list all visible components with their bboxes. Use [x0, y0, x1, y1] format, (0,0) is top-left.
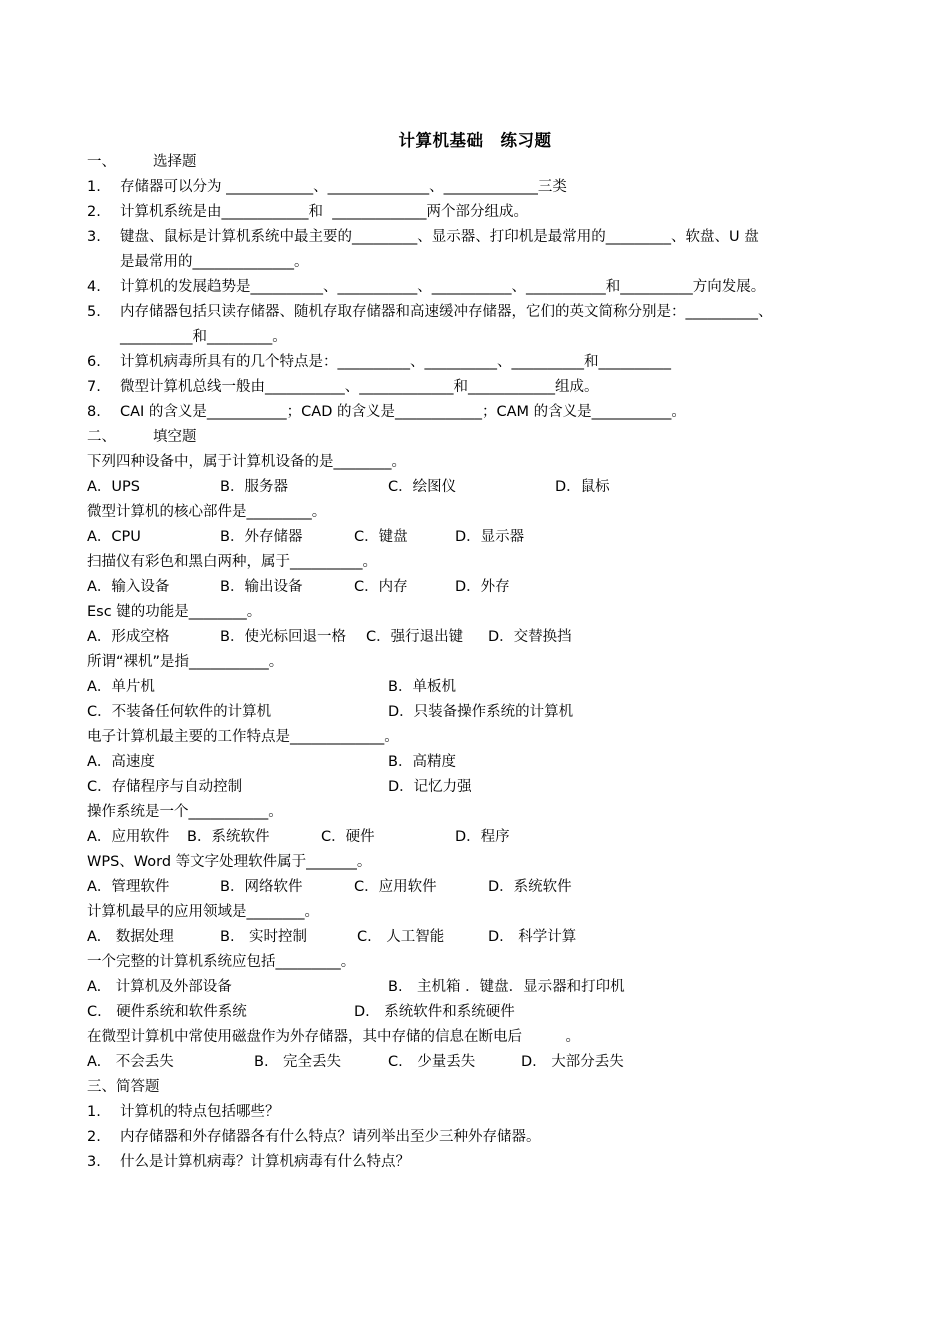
section-number: 二、: [87, 429, 116, 445]
option-d: D．程序: [455, 829, 510, 845]
section-label: 选择题: [153, 154, 197, 170]
item-text: 什么是计算机病毒？计算机病毒有什么特点？: [120, 1154, 410, 1170]
option-b: B．使光标回退一格: [220, 629, 346, 645]
item-number: 4.: [87, 279, 101, 295]
list-item: [87, 1152, 410, 1174]
item-number: 2.: [87, 204, 101, 220]
item-text: 内存储器和外存储器各有什么特点？请列举出至少三种外存储器。: [120, 1129, 541, 1145]
list-item-continuation: [87, 252, 309, 274]
option-a: A．应用软件: [87, 829, 170, 845]
question-text: 微型计算机的核心部件是_________。: [87, 504, 327, 520]
item-text: __________和_________。: [120, 329, 287, 345]
option-c: C．应用软件: [354, 879, 437, 895]
list-item: [87, 352, 671, 374]
option-c: C．存储程序与自动控制: [87, 779, 243, 795]
list-item: [87, 377, 599, 399]
option-b: B．网络软件: [220, 879, 303, 895]
option-c: C. 人工智能: [357, 929, 445, 945]
option-b: B．高精度: [388, 754, 456, 770]
option-b: B．单板机: [388, 679, 456, 695]
option-b: B．外存储器: [220, 529, 303, 545]
item-number: 7.: [87, 379, 101, 395]
item-text: 微型计算机总线一般由___________、_____________和____________组成。: [120, 379, 599, 395]
item-text: 存储器可以分为 ____________、______________、_____________三类: [120, 179, 567, 195]
option-a: A．形成空格: [87, 629, 170, 645]
question-text: 计算机最早的应用领域是________。: [87, 904, 319, 920]
list-item: [87, 1127, 541, 1149]
list-item: [87, 302, 773, 324]
option-d: D. 大部分丢失: [521, 1054, 624, 1070]
item-number: 5.: [87, 304, 101, 320]
item-text: 计算机系统是由____________和 _____________两个部分组成。: [120, 204, 528, 220]
option-a: A．UPS: [87, 479, 140, 495]
question-text: 电子计算机最主要的工作特点是_____________。: [87, 729, 399, 745]
question-text: 扫描仪有彩色和黑白两种，属于__________。: [87, 554, 377, 570]
option-b: B．服务器: [220, 479, 288, 495]
list-item-continuation: [87, 327, 287, 349]
option-a: A. 数据处理: [87, 929, 174, 945]
item-number: 1.: [87, 179, 101, 195]
section-heading: 三、简答题: [87, 1079, 160, 1095]
item-text: 是最常用的______________。: [120, 254, 309, 270]
option-d: D. 系统软件和系统硬件: [354, 1004, 515, 1020]
item-number: 1.: [87, 1104, 101, 1120]
option-a: A．CPU: [87, 529, 141, 545]
item-text: CAI 的含义是___________；CAD 的含义是____________；CAM 的含义是___________。: [120, 404, 686, 420]
section-number: 一、: [87, 154, 116, 170]
section-heading: [87, 427, 197, 449]
option-c: C．不装备任何软件的计算机: [87, 704, 272, 720]
option-b: B. 完全丢失: [254, 1054, 342, 1070]
option-a: A．高速度: [87, 754, 155, 770]
list-item: [87, 277, 765, 299]
option-c: C. 少量丢失: [388, 1054, 476, 1070]
option-c: C. 硬件系统和软件系统: [87, 1004, 247, 1020]
page-title: 计算机基础 练习题: [398, 131, 552, 150]
item-text: 计算机的发展趋势是__________、___________、___________、___________和__________方向发展。: [120, 279, 766, 295]
option-d: D．只装备操作系统的计算机: [388, 704, 574, 720]
list-item: [87, 177, 567, 199]
option-d: D．鼠标: [555, 479, 610, 495]
list-item: [87, 202, 528, 224]
question-text: 在微型计算机中常使用磁盘作为外存储器，其中存储的信息在断电后 。: [87, 1029, 580, 1045]
section-heading: [87, 152, 197, 174]
option-a: A. 计算机及外部设备: [87, 979, 232, 995]
option-a: A．管理软件: [87, 879, 170, 895]
question-text: Esc 键的功能是________。: [87, 604, 262, 620]
item-number: 8.: [87, 404, 101, 420]
option-d: D．外存: [455, 579, 510, 595]
section-label: 填空题: [153, 429, 197, 445]
option-c: C．硬件: [321, 829, 375, 845]
option-c: C．内存: [354, 579, 408, 595]
option-b: B．输出设备: [220, 579, 303, 595]
question-text: 所谓“裸机”是指___________。: [87, 654, 284, 670]
question-text: 操作系统是一个___________。: [87, 804, 283, 820]
item-number: 3.: [87, 1154, 101, 1170]
option-d: D．交替换挡: [488, 629, 572, 645]
option-c: C．强行退出键: [366, 629, 464, 645]
option-d: D. 科学计算: [488, 929, 577, 945]
item-text: 键盘、鼠标是计算机系统中最主要的_________、显示器、打印机是最常用的_________、软盘、U 盘: [120, 229, 759, 245]
item-number: 3.: [87, 229, 101, 245]
option-a: A．输入设备: [87, 579, 170, 595]
question-text: 一个完整的计算机系统应包括_________。: [87, 954, 356, 970]
item-text: 计算机的特点包括哪些？: [120, 1104, 280, 1120]
option-b: B．系统软件: [187, 829, 270, 845]
item-text: 计算机病毒所具有的几个特点是：__________、__________、__________和__________: [120, 354, 671, 370]
question-text: 下列四种设备中，属于计算机设备的是________。: [87, 454, 406, 470]
option-d: D．记忆力强: [388, 779, 472, 795]
option-b: B. 实时控制: [220, 929, 308, 945]
option-d: D．显示器: [455, 529, 525, 545]
option-a: A．单片机: [87, 679, 155, 695]
option-d: D．系统软件: [488, 879, 572, 895]
list-item: [87, 402, 686, 424]
item-number: 6.: [87, 354, 101, 370]
list-item: [87, 1102, 280, 1124]
option-c: C．绘图仪: [388, 479, 457, 495]
item-number: 2.: [87, 1129, 101, 1145]
option-c: C．键盘: [354, 529, 408, 545]
option-a: A. 不会丢失: [87, 1054, 174, 1070]
question-text: WPS、Word 等文字处理软件属于_______。: [87, 854, 372, 870]
list-item: [87, 227, 759, 249]
option-b: B. 主机箱 ．键盘．显示器和打印机: [388, 979, 625, 995]
item-text: 内存储器包括只读存储器、随机存取存储器和高速缓冲存储器，它们的英文简称分别是：__________、: [120, 304, 773, 320]
